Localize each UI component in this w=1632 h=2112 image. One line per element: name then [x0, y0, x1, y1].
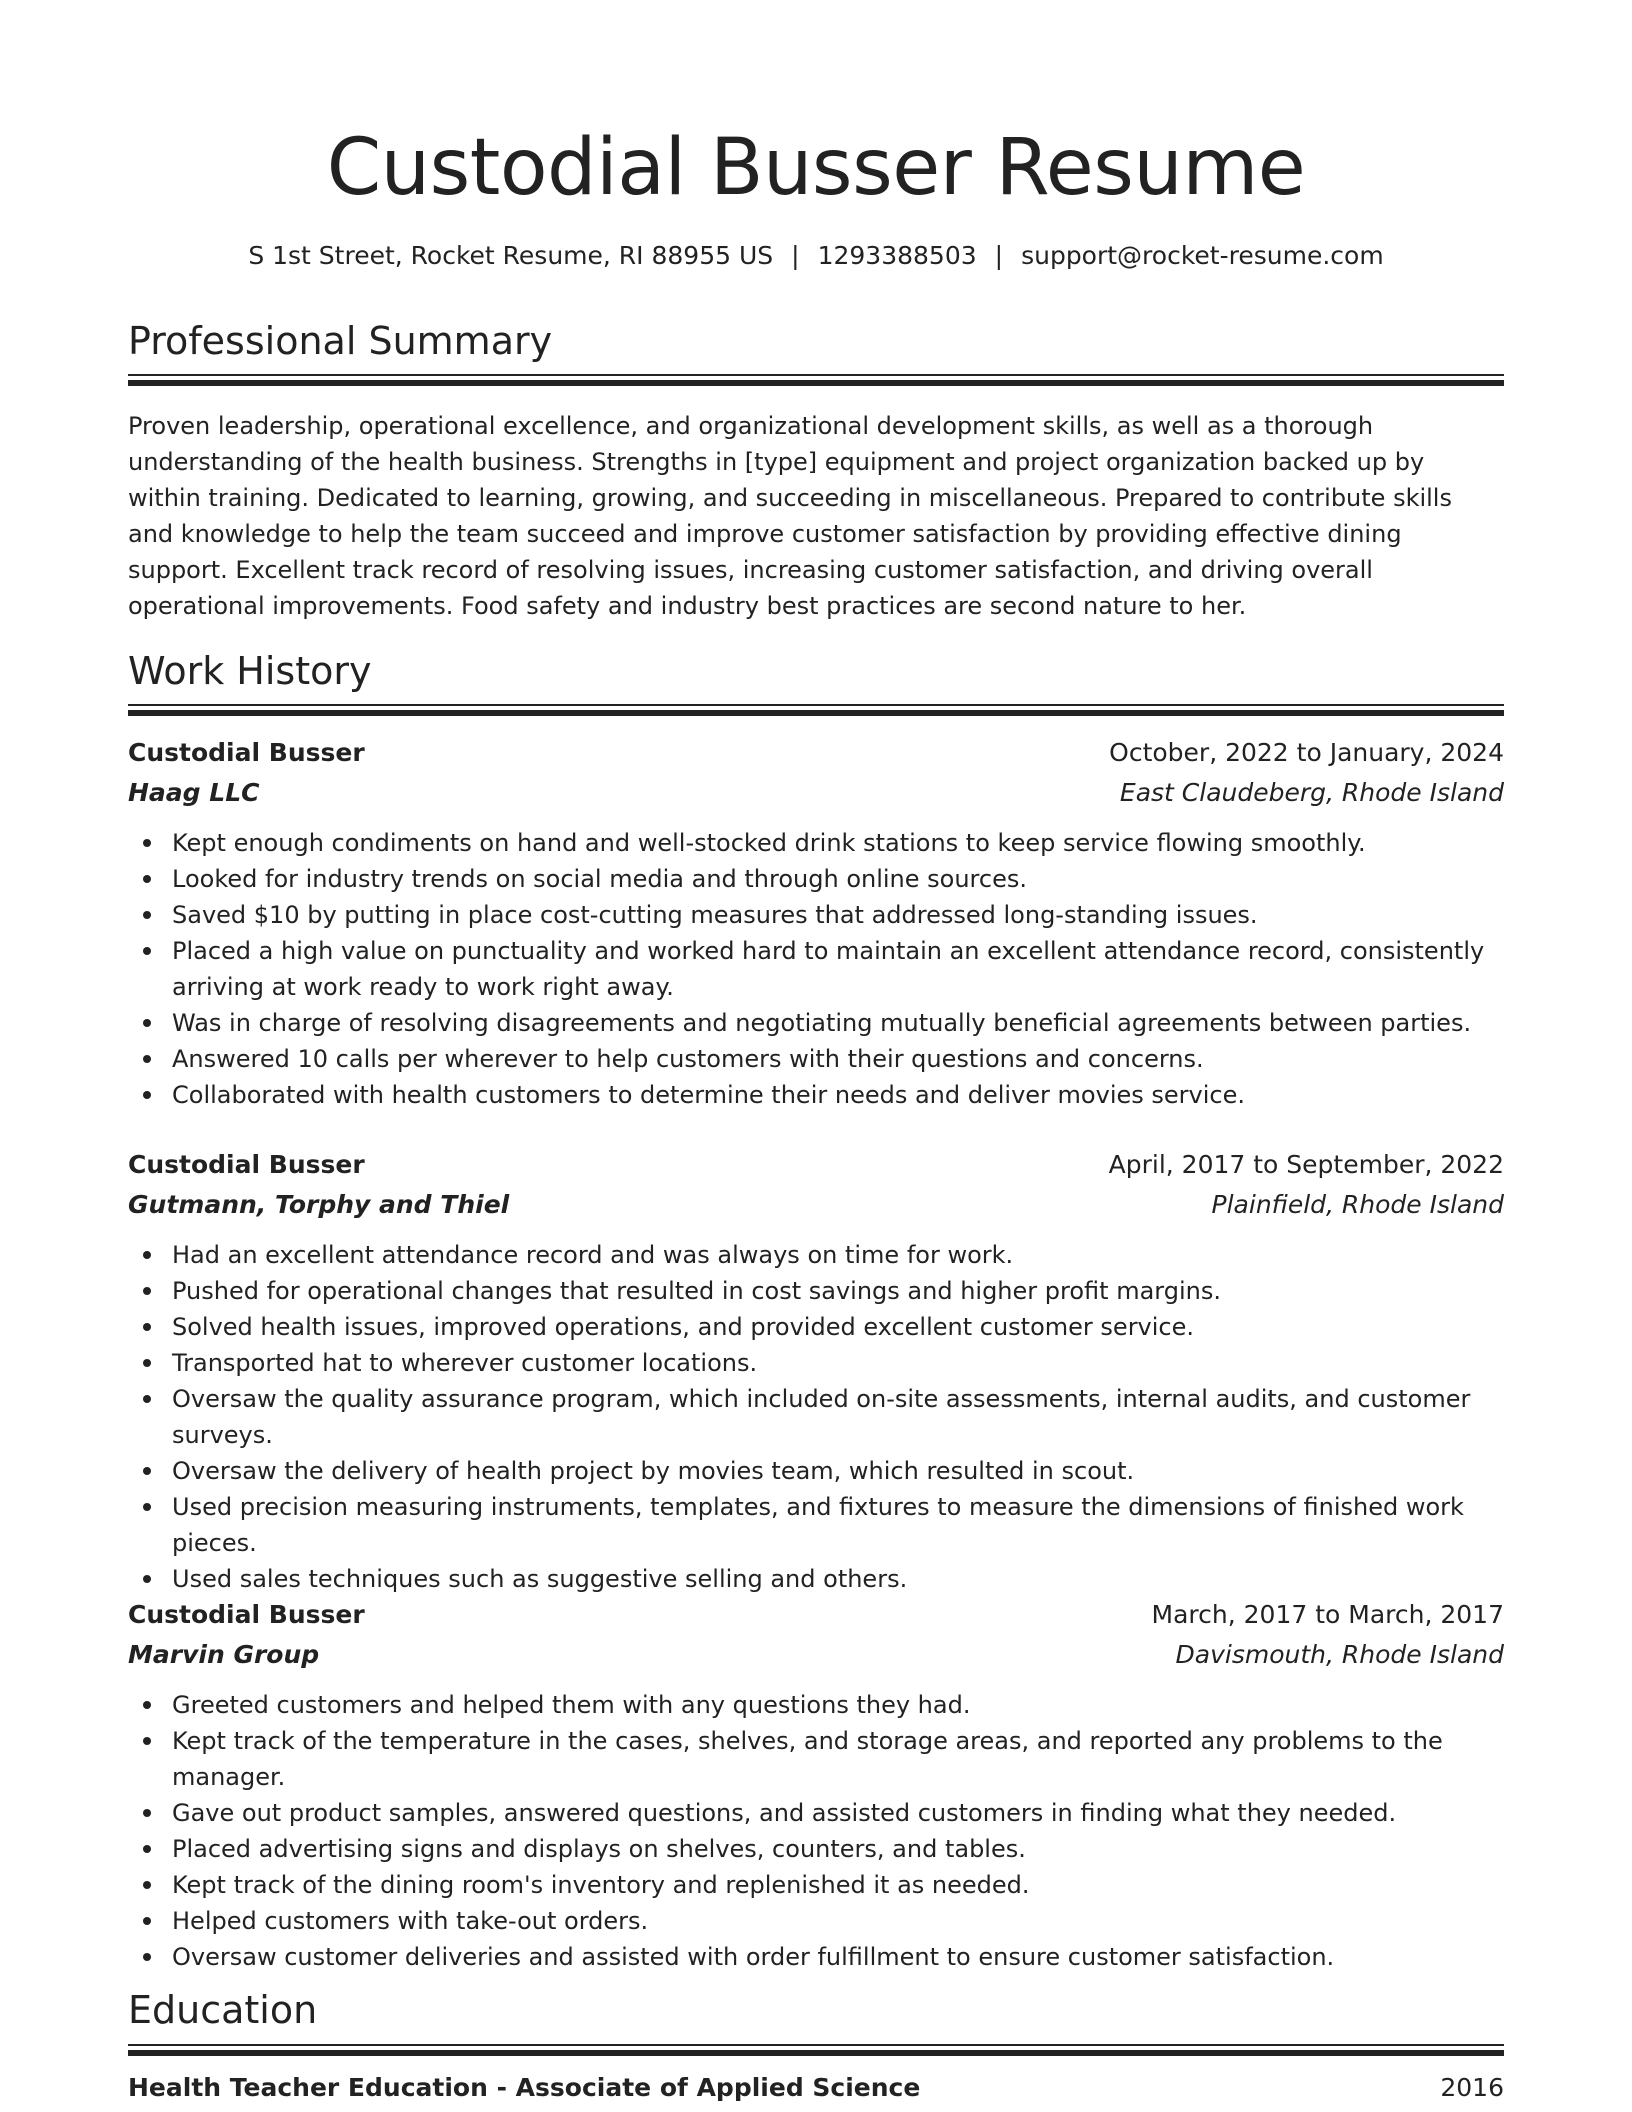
list-item: Oversaw the quality assurance program, which included on-site assessments, internal audits, and customer surveys. [128, 1381, 1504, 1453]
list-item: Gave out product samples, answered questions, and assisted customers in finding what they needed. [128, 1795, 1504, 1831]
list-item: Looked for industry trends on social media and through online sources. [128, 861, 1504, 897]
contact-separator: | [791, 241, 800, 270]
list-item: Pushed for operational changes that resulted in cost savings and higher profit margins. [128, 1273, 1504, 1309]
list-item: Oversaw the delivery of health project by movies team, which resulted in scout. [128, 1453, 1504, 1489]
list-item: Used precision measuring instruments, templates, and fixtures to measure the dimensions of finished work pieces. [128, 1489, 1504, 1561]
list-item: Solved health issues, improved operations, and provided excellent customer service. [128, 1309, 1504, 1345]
list-item: Collaborated with health customers to determine their needs and deliver movies service. [128, 1077, 1504, 1113]
job-location: Davismouth, Rhode Island [1175, 1640, 1504, 1669]
contact-address: S 1st Street, Rocket Resume, RI 88955 US [248, 241, 774, 270]
contact-line [128, 238, 1504, 274]
list-item: Kept track of the temperature in the cases, shelves, and storage areas, and reported any problems to the manager. [128, 1723, 1504, 1795]
summary-text: Proven leadership, operational excellence, and organizational development skills, as well as a thorough understanding of the health business. Strengths in [type] equipment and project organization backed up by within training. Dedicated to learning, growing, and succeeding in miscellaneous. Prepared to contribute skills and knowledge to help the team succeed and improve customer satisfaction by providing effective dining support. Excellent track record of resolving issues, increasing customer satisfaction, and driving overall operational improvements. Food safety and industry best practices are second nature to her. [128, 412, 1452, 620]
section-divider [128, 2044, 1504, 2056]
list-item: Answered 10 calls per wherever to help customers with their questions and concerns. [128, 1041, 1504, 1077]
list-item: Placed a high value on punctuality and worked hard to maintain an excellent attendance record, consistently arriving at work ready to work right away. [128, 933, 1504, 1005]
education-entry [128, 2068, 1504, 2108]
job-dates: April, 2017 to September, 2022 [1108, 1150, 1504, 1179]
job-title: Custodial Busser [128, 1150, 365, 1179]
list-item: Placed advertising signs and displays on shelves, counters, and tables. [128, 1831, 1504, 1867]
job-title: Custodial Busser [128, 738, 365, 767]
job-location: Plainfield, Rhode Island [1211, 1190, 1504, 1219]
list-item: Transported hat to wherever customer locations. [128, 1345, 1504, 1381]
section-heading-summary: Professional Summary [128, 319, 553, 363]
job-bullets [128, 1237, 1504, 1597]
job-title: Custodial Busser [128, 1600, 365, 1629]
list-item: Saved $10 by putting in place cost-cutting measures that addressed long-standing issues. [128, 897, 1504, 933]
list-item: Kept track of the dining room's inventory and replenished it as needed. [128, 1867, 1504, 1903]
list-item: Greeted customers and helped them with any questions they had. [128, 1687, 1504, 1723]
job-entry [128, 1595, 1504, 1975]
job-location: East Claudeberg, Rhode Island [1119, 778, 1504, 807]
contact-phone: 1293388503 [817, 241, 977, 270]
list-item: Used sales techniques such as suggestive selling and others. [128, 1561, 1504, 1597]
job-entry [128, 1145, 1504, 1597]
contact-separator: | [994, 241, 1004, 270]
contact-email: support@rocket-resume.com [1021, 241, 1384, 270]
job-bullets [128, 1687, 1504, 1975]
list-item: Was in charge of resolving disagreements and negotiating mutually beneficial agreements between parties. [128, 1005, 1504, 1041]
list-item: Helped customers with take-out orders. [128, 1903, 1504, 1939]
section-divider [128, 374, 1504, 386]
education-year: 2016 [1440, 2073, 1504, 2102]
list-item: Had an excellent attendance record and was always on time for work. [128, 1237, 1504, 1273]
job-entry [128, 733, 1504, 1113]
job-dates: October, 2022 to January, 2024 [1109, 738, 1504, 767]
job-bullets [128, 825, 1504, 1113]
list-item: Kept enough condiments on hand and well-stocked drink stations to keep service flowing smoothly. [128, 825, 1504, 861]
job-company: Haag LLC [128, 778, 260, 807]
resume-title: Custodial Busser Resume [326, 123, 1306, 213]
section-divider [128, 704, 1504, 716]
section-heading-work-history: Work History [128, 649, 372, 693]
job-dates: March, 2017 to March, 2017 [1151, 1600, 1504, 1629]
education-degree: Health Teacher Education - Associate of Applied Science [128, 2073, 921, 2102]
section-heading-education: Education [128, 1988, 318, 2032]
list-item: Oversaw customer deliveries and assisted with order fulfillment to ensure customer satisfaction. [128, 1939, 1504, 1975]
job-company: Marvin Group [128, 1640, 320, 1669]
job-company: Gutmann, Torphy and Thiel [128, 1190, 510, 1219]
